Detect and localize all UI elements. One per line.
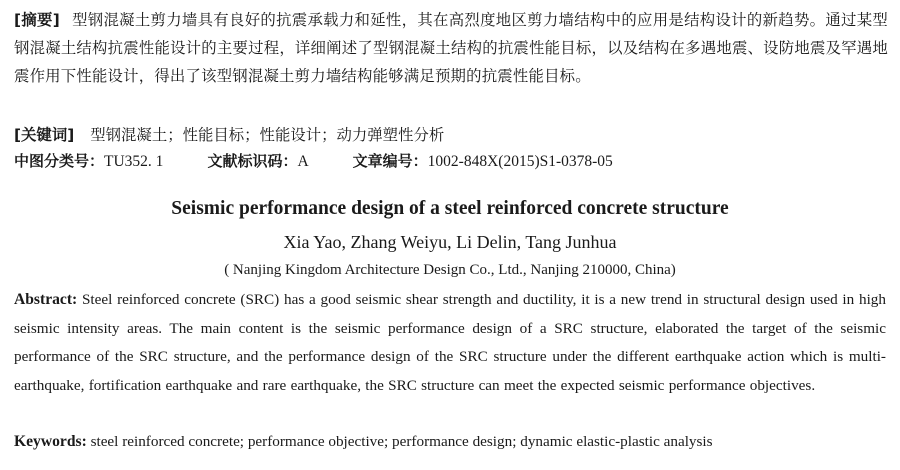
chinese-keywords bbox=[14, 123, 444, 147]
chinese-keywords-label: [关键词] bbox=[14, 126, 75, 144]
english-keywords-text: steel reinforced concrete; performance objective; performance design; dynamic elastic-plastic analysis bbox=[90, 433, 713, 450]
chinese-abstract bbox=[14, 6, 888, 90]
document-code-label: 文献标识码： bbox=[207, 152, 298, 170]
chinese-abstract-text: 型钢混凝土剪力墙具有良好的抗震承载力和延性，其在高烈度地区剪力墙结构中的应用是结构设计的新趋势。通过某型钢混凝土结构抗震性能设计的主要过程，详细阐述了型钢混凝土结构的抗震性能目标，以及结构在多遇地震、设防地震及罕遇地震作用下性能设计，得出了该型钢混凝土剪力墙结构能够满足预期的抗震性能目标。 bbox=[14, 11, 889, 85]
english-affiliation: ( Nanjing Kingdom Architecture Design Co., Ltd., Nanjing 210000, China) bbox=[224, 262, 676, 278]
article-metadata bbox=[14, 150, 613, 173]
clc-label: 中图分类号： bbox=[14, 152, 105, 170]
english-keywords-label: Keywords: bbox=[14, 433, 87, 450]
chinese-keywords-text: 型钢混凝土；性能目标；性能设计；动力弹塑性分析 bbox=[90, 126, 445, 144]
article-number-value: 1002-848X(2015)S1-0378-05 bbox=[427, 153, 613, 170]
clc-value: TU352. 1 bbox=[104, 153, 164, 170]
chinese-abstract-label: [摘要] bbox=[14, 11, 60, 29]
english-abstract-label: Abstract: bbox=[14, 291, 78, 308]
document-code-value: A bbox=[297, 153, 309, 170]
english-title: Seismic performance design of a steel reinforced concrete structure bbox=[171, 198, 729, 219]
english-authors: Xia Yao, Zhang Weiyu, Li Delin, Tang Junhua bbox=[283, 232, 617, 252]
article-number-label: 文章编号： bbox=[352, 152, 428, 170]
english-keywords bbox=[14, 429, 713, 455]
english-abstract-text: Steel reinforced concrete (SRC) has a good seismic shear strength and ductility, it is a new trend in structural design used in high seismic intensity areas. The main content is the seismic performance design of a SRC structure, elaborated the target of the seismic performance of the SRC structure, and the performance design of the SRC structure under the different earthquake action which is multi-earthquake, fortification earthquake and rare earthquake, the SRC structure can meet the expected seismic performance objectives. bbox=[14, 291, 886, 394]
english-abstract bbox=[14, 286, 886, 400]
